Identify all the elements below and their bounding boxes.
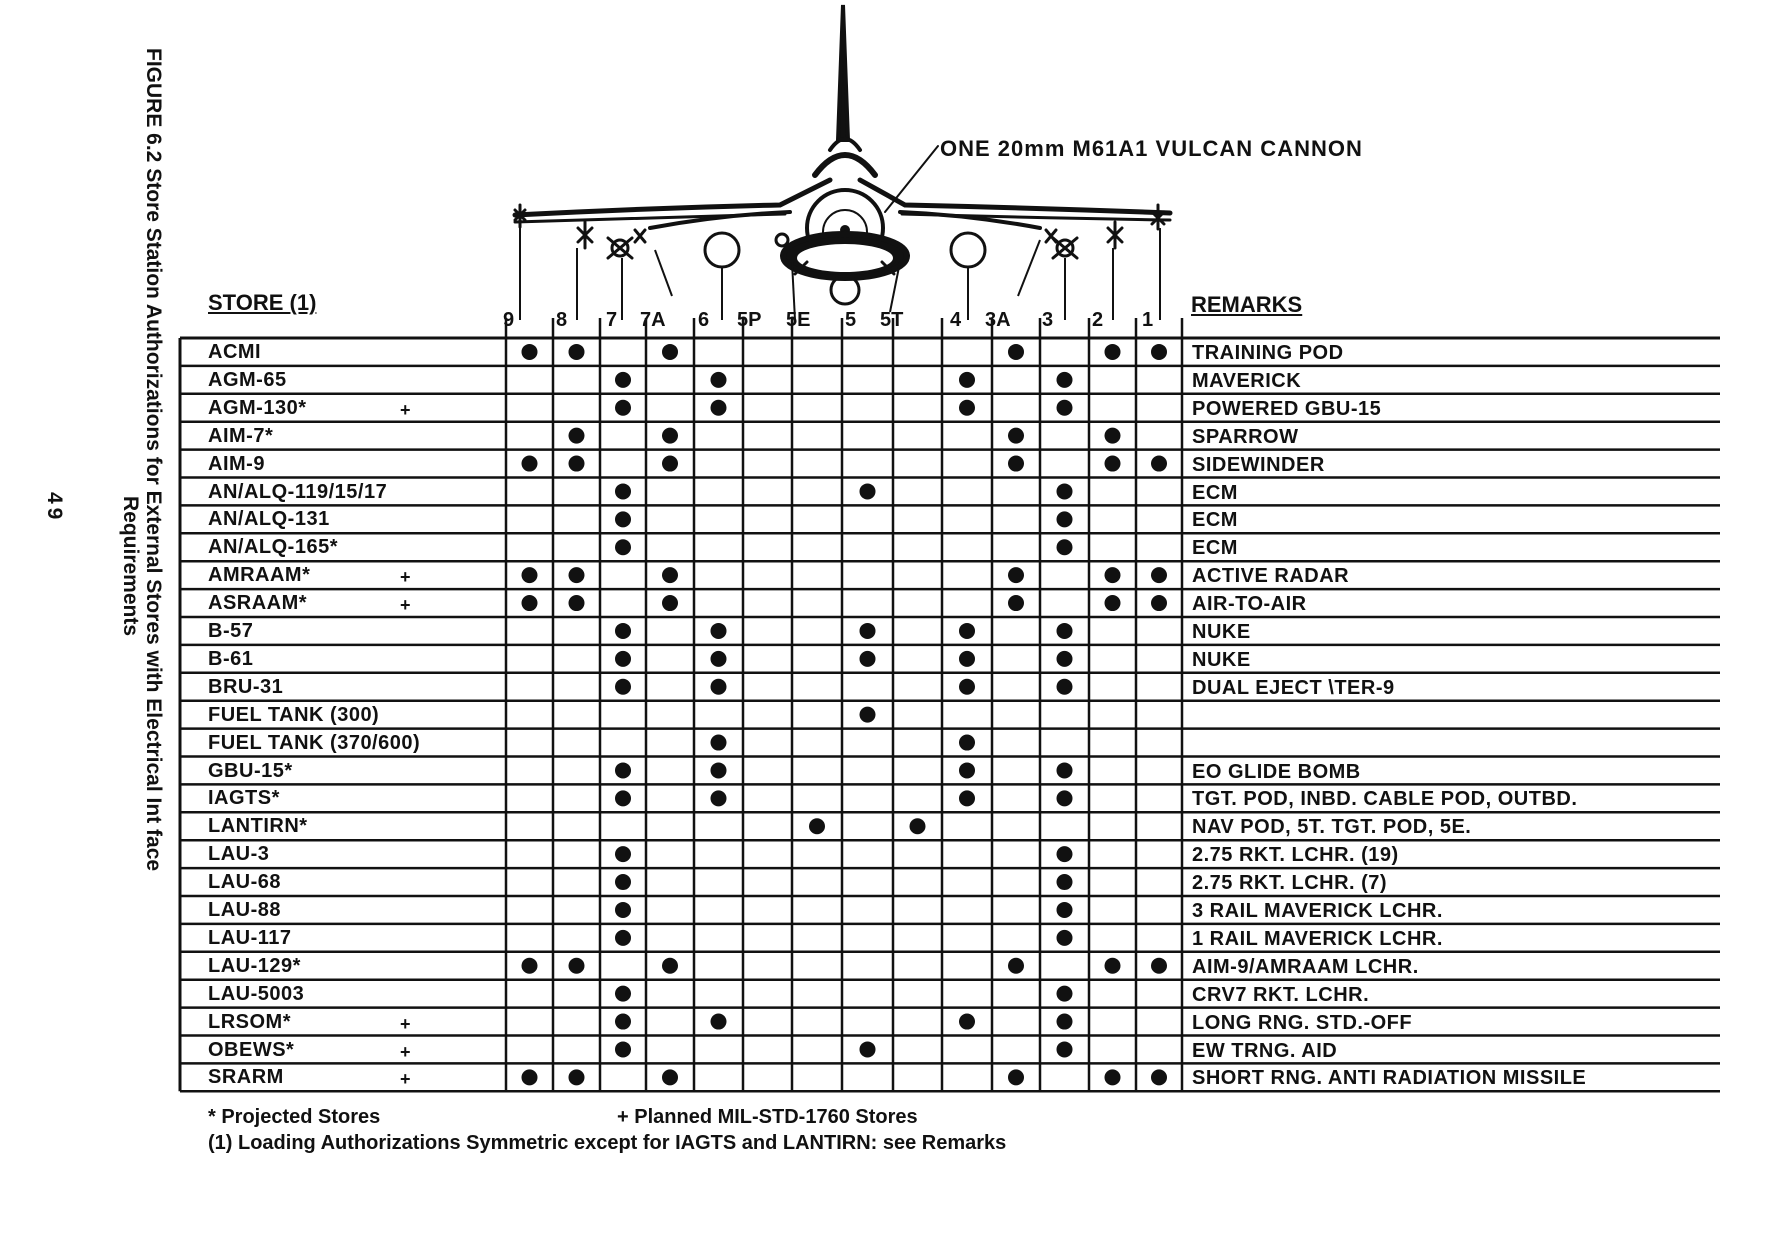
station-label-3: 3: [1042, 309, 1054, 331]
store-name: AN/ALQ-119/15/17: [208, 480, 388, 503]
store-remark: ECM: [1192, 537, 1238, 560]
authorization-dot: [1151, 1069, 1167, 1085]
authorization-dot: [1105, 428, 1121, 444]
authorization-dot: [569, 456, 585, 472]
authorization-dot: [1057, 679, 1073, 695]
station-label-3a: 3A: [985, 309, 1011, 331]
authorization-dot: [569, 958, 585, 974]
authorization-dot: [959, 679, 975, 695]
store-remark: NAV POD, 5T. TGT. POD, 5E.: [1192, 816, 1472, 839]
store-remark: EO GLIDE BOMB: [1192, 760, 1361, 783]
authorization-dot: [959, 1014, 975, 1030]
authorization-dot: [522, 344, 538, 360]
footnote-planned: + Planned MIL-STD-1760 Stores: [617, 1106, 918, 1128]
store-name: OBEWS*: [208, 1038, 295, 1061]
authorization-dot: [662, 567, 678, 583]
authorization-dot: [959, 790, 975, 806]
planned-1760-mark: +: [400, 1013, 411, 1034]
store-name: SRARM: [208, 1066, 284, 1089]
authorization-dot: [615, 483, 631, 499]
authorization-dot: [1105, 595, 1121, 611]
authorization-dot: [1057, 846, 1073, 862]
authorization-dot: [1151, 567, 1167, 583]
store-remark: AIR-TO-AIR: [1192, 593, 1307, 616]
store-name: B-57: [208, 620, 254, 642]
planned-1760-mark: +: [400, 567, 411, 588]
authorization-dot: [860, 1041, 876, 1057]
store-name: LANTIRN*: [208, 815, 308, 838]
station-label-5p: 5P: [737, 309, 762, 331]
store-remark: 2.75 RKT. LCHR. (7): [1192, 872, 1388, 895]
authorization-dot: [959, 400, 975, 416]
authorization-dot: [662, 428, 678, 444]
authorization-dot: [959, 623, 975, 639]
cannon-label: ONE 20mm M61A1 VULCAN CANNON: [940, 136, 1363, 161]
authorization-dot: [860, 483, 876, 499]
store-remark: 3 RAIL MAVERICK LCHR.: [1192, 900, 1443, 922]
authorization-dot: [569, 595, 585, 611]
authorization-dot: [615, 651, 631, 667]
authorization-dot: [522, 595, 538, 611]
planned-1760-mark: +: [400, 1069, 411, 1090]
store-remark: SHORT RNG. ANTI RADIATION MISSILE: [1192, 1067, 1587, 1090]
store-name: AGM-65: [208, 368, 287, 391]
store-name: LAU-68: [208, 871, 282, 894]
store-name: IAGTS*: [208, 787, 280, 810]
authorization-dot: [1151, 958, 1167, 974]
store-remark: SIDEWINDER: [1192, 453, 1325, 476]
store-name: GBU-15*: [208, 759, 293, 782]
authorization-dot: [1057, 762, 1073, 778]
footnote-loading: (1) Loading Authorizations Symmetric except for IAGTS and LANTIRN: see Remarks: [208, 1132, 1007, 1154]
authorization-dot: [711, 400, 727, 416]
authorization-dot: [615, 372, 631, 388]
authorization-dot: [1151, 344, 1167, 360]
store-remark: 2.75 RKT. LCHR. (19): [1192, 844, 1399, 867]
station-label-5t: 5T: [880, 309, 904, 331]
store-name: AGM-130*: [208, 396, 307, 419]
authorization-dot: [662, 456, 678, 472]
store-remark: LONG RNG. STD.-OFF: [1192, 1011, 1413, 1034]
authorization-dot: [615, 902, 631, 918]
authorization-dot: [1008, 958, 1024, 974]
authorization-dot: [959, 651, 975, 667]
authorization-dot: [1057, 372, 1073, 388]
station-label-2: 2: [1092, 309, 1104, 331]
authorization-dot: [1057, 902, 1073, 918]
store-name: AN/ALQ-131: [208, 508, 330, 531]
authorization-dot: [615, 511, 631, 527]
authorization-dot: [662, 958, 678, 974]
station-label-7a: 7A: [640, 309, 666, 331]
store-remark: ECM: [1192, 481, 1238, 504]
authorization-dot: [615, 1014, 631, 1030]
authorization-dot: [711, 735, 727, 751]
authorization-dot: [1057, 1041, 1073, 1057]
authorization-dot: [615, 986, 631, 1002]
store-remark: NUKE: [1192, 648, 1251, 671]
station-label-6: 6: [698, 309, 710, 331]
authorization-dot: [711, 651, 727, 667]
authorization-dot: [1105, 958, 1121, 974]
authorization-dot: [615, 623, 631, 639]
authorization-dot: [711, 623, 727, 639]
authorization-dot: [615, 790, 631, 806]
store-remark: POWERED GBU-15: [1192, 397, 1382, 420]
authorization-dot: [1057, 790, 1073, 806]
authorization-dot: [569, 344, 585, 360]
authorization-dot: [615, 874, 631, 890]
authorization-dot: [959, 372, 975, 388]
authorization-dot: [615, 679, 631, 695]
authorization-dot: [1057, 483, 1073, 499]
planned-1760-mark: +: [400, 1041, 411, 1062]
authorization-dot: [809, 818, 825, 834]
store-name: AN/ALQ-165*: [208, 536, 338, 559]
authorization-dot: [959, 735, 975, 751]
authorization-dot: [1057, 874, 1073, 890]
station-label-7: 7: [606, 309, 618, 331]
store-name: LAU-117: [208, 926, 292, 949]
store-remark: MAVERICK: [1192, 369, 1302, 392]
planned-1760-mark: +: [400, 399, 411, 420]
authorization-dot: [711, 762, 727, 778]
authorization-dot: [662, 344, 678, 360]
authorization-dot: [569, 1069, 585, 1085]
authorization-dot: [1151, 595, 1167, 611]
store-name: AIM-7*: [208, 424, 274, 447]
authorization-dot: [662, 595, 678, 611]
store-name: LRSOM*: [208, 1010, 291, 1033]
station-label-9: 9: [503, 309, 515, 331]
authorization-dot: [860, 651, 876, 667]
store-remark: 1 RAIL MAVERICK LCHR.: [1192, 927, 1443, 950]
authorization-dot: [1008, 456, 1024, 472]
store-remark: EW TRNG. AID: [1192, 1039, 1338, 1062]
station-label-5e: 5E: [786, 309, 811, 331]
remarks-column-header: REMARKS: [1191, 292, 1303, 317]
authorization-dot: [711, 790, 727, 806]
store-name: ASRAAM*: [208, 592, 308, 615]
store-remark: DUAL EJECT \TER-9: [1192, 676, 1395, 699]
store-remark: CRV7 RKT. LCHR.: [1192, 983, 1370, 1006]
authorization-dot: [959, 762, 975, 778]
authorization-dot: [1008, 595, 1024, 611]
store-remark: ECM: [1192, 509, 1238, 532]
authorization-dot: [1105, 1069, 1121, 1085]
authorization-dot: [1057, 651, 1073, 667]
authorization-dot: [615, 762, 631, 778]
station-label-1: 1: [1142, 309, 1154, 331]
store-name: LAU-129*: [208, 954, 301, 977]
store-name: FUEL TANK (370/600): [208, 731, 421, 754]
authorization-dot: [615, 846, 631, 862]
authorization-dot: [860, 707, 876, 723]
authorization-dot: [860, 623, 876, 639]
store-name: B-61: [208, 647, 254, 670]
figure-caption-line2: Requirements: [119, 496, 142, 637]
authorization-dot: [615, 539, 631, 555]
page-number: 49: [43, 492, 66, 524]
authorization-dot: [522, 567, 538, 583]
authorization-dot: [1151, 456, 1167, 472]
authorization-dot: [662, 1069, 678, 1085]
authorization-dot: [711, 679, 727, 695]
store-name: LAU-88: [208, 899, 282, 921]
authorization-dot: [1008, 1069, 1024, 1085]
authorization-dot: [1057, 1014, 1073, 1030]
store-name: ACMI: [208, 341, 262, 363]
authorization-dot: [615, 1041, 631, 1057]
authorization-dot: [615, 400, 631, 416]
station-label-4: 4: [950, 309, 962, 331]
authorization-dot: [1008, 344, 1024, 360]
authorization-dot: [1057, 930, 1073, 946]
authorization-dot: [1057, 986, 1073, 1002]
store-column-header: STORE (1): [208, 290, 317, 315]
store-remark: ACTIVE RADAR: [1192, 565, 1350, 588]
authorization-dot: [569, 567, 585, 583]
figure-caption: FIGURE 6.2 Store Station Authorizations for External Stores with Electrical Int face: [142, 48, 165, 872]
authorization-dot: [522, 958, 538, 974]
footnote-projected: * Projected Stores: [208, 1106, 381, 1128]
authorization-dot: [1057, 511, 1073, 527]
authorization-dot: [1057, 623, 1073, 639]
store-remark: TGT. POD, INBD. CABLE POD, OUTBD.: [1192, 788, 1578, 811]
authorization-dot: [910, 818, 926, 834]
authorization-dot: [615, 930, 631, 946]
authorization-dot: [1105, 456, 1121, 472]
authorization-dot: [1105, 567, 1121, 583]
authorization-dot: [1008, 428, 1024, 444]
authorization-dot: [711, 372, 727, 388]
store-remark: TRAINING POD: [1192, 342, 1344, 364]
planned-1760-mark: +: [400, 595, 411, 616]
authorization-dot: [522, 456, 538, 472]
store-name: BRU-31: [208, 675, 284, 698]
authorization-dot: [522, 1069, 538, 1085]
store-name: AMRAAM*: [208, 564, 311, 587]
store-name: LAU-3: [208, 843, 270, 866]
authorization-dot: [1057, 539, 1073, 555]
store-name: LAU-5003: [208, 982, 305, 1005]
store-remark: NUKE: [1192, 621, 1251, 643]
store-remark: AIM-9/AMRAAM LCHR.: [1192, 955, 1419, 978]
store-remark: SPARROW: [1192, 425, 1299, 448]
authorization-dot: [1008, 567, 1024, 583]
station-label-8: 8: [556, 309, 568, 331]
authorization-dot: [711, 1014, 727, 1030]
store-name: FUEL TANK (300): [208, 703, 380, 726]
authorization-dot: [569, 428, 585, 444]
authorization-dot: [1057, 400, 1073, 416]
station-label-5: 5: [845, 309, 857, 331]
store-name: AIM-9: [208, 452, 265, 475]
authorization-dot: [1105, 344, 1121, 360]
